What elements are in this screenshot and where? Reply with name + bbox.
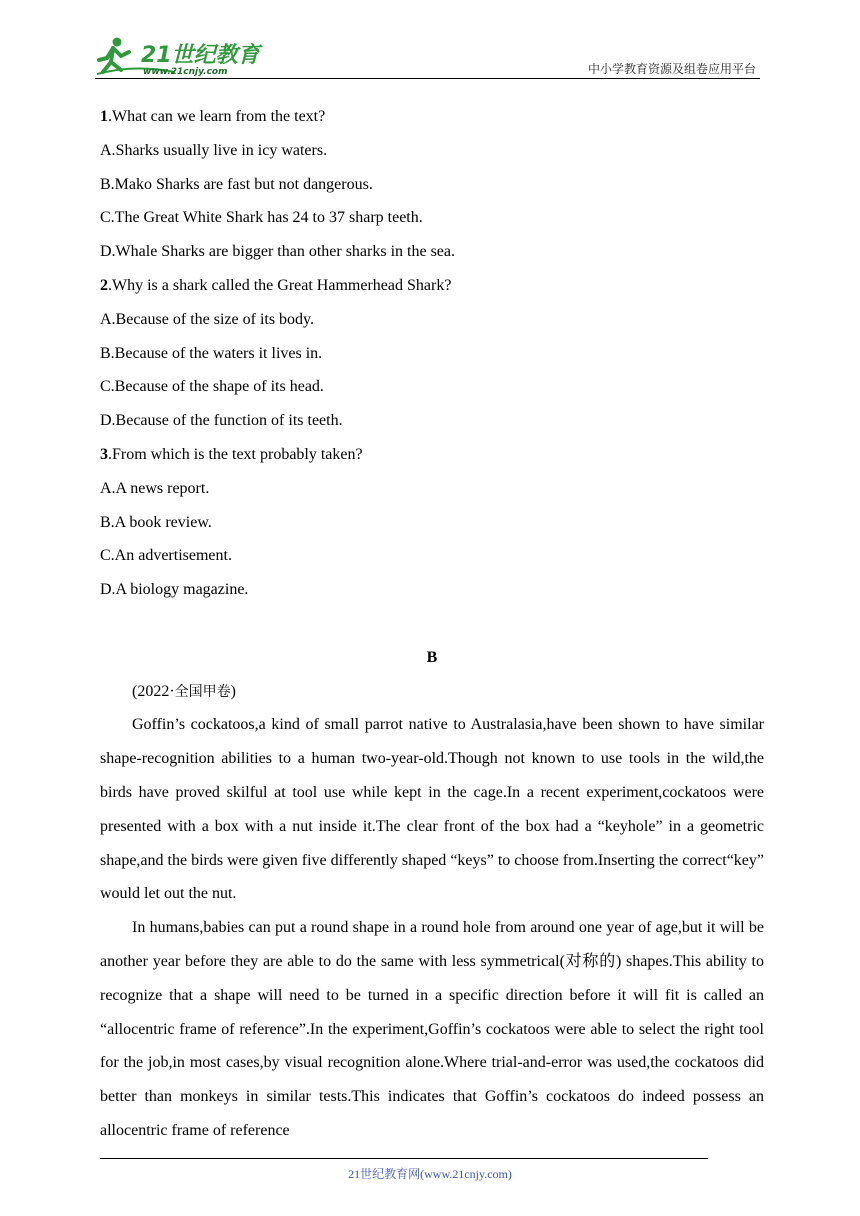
question-text: .Why is a shark called the Great Hammerhead Shark? bbox=[108, 276, 452, 294]
footer-link[interactable]: 21世纪教育网(www.21cnjy.com) bbox=[348, 1167, 512, 1181]
passage-paragraph-2: In humans,babies can put a round shape in a round hole from around one year of age,but it will be another year before they are able to do the same with less symmetrical(对称的) shapes.This ability to recognize that a shape will need to be turned in a specific direction before it will fit is called an “allocentric frame of reference”.In the experiment,Goffin’s cockatoos were able to select the right tool for the job,in most cases,by visual recognition alone.Where trial-and-error was used,the cockatoos did better than monkeys in similar tests.This indicates that Goffin’s cockatoos do indeed possess an allocentric frame of reference bbox=[100, 919, 764, 1139]
option-d: D.Because of the function of its teeth. bbox=[100, 412, 343, 430]
section-heading: B bbox=[426, 648, 438, 666]
option-a: A.A news report. bbox=[100, 479, 210, 497]
page-header bbox=[95, 34, 760, 82]
platform-name: 中小学教育资源及组卷应用平台 bbox=[587, 62, 756, 76]
question-number: 1 bbox=[100, 108, 108, 125]
option-b: B.Because of the waters it lives in. bbox=[100, 344, 323, 362]
passage-paragraph-1: Goffin’s cockatoos,a kind of small parrot native to Australasia,have been shown to have similar shape-recognition abilities to a human two-year-old.Though not known to use tools in the wild,the birds have proved skilful at tool use while kept in the cage.In a recent experiment,cockatoos were presented with a box with a nut inside it.The clear front of the box had a “keyhole” in a geometric shape,and the birds were given five differently shaped “keys” to choose from.Inserting the correct“key” would let out the nut. bbox=[100, 716, 764, 903]
option-c: C.An advertisement. bbox=[100, 547, 232, 565]
svg-text:www.21cnjy.com: www.21cnjy.com bbox=[143, 67, 228, 77]
question-number: 2 bbox=[100, 276, 108, 294]
svg-text:21世纪教育: 21世纪教育 bbox=[141, 43, 260, 68]
question-number: 3 bbox=[100, 445, 108, 463]
question-1 bbox=[100, 100, 764, 269]
option-c: C.The Great White Shark has 24 to 37 sharp teeth. bbox=[100, 209, 423, 227]
page-content bbox=[100, 100, 764, 1148]
footer-divider bbox=[100, 1158, 708, 1159]
site-logo bbox=[95, 34, 265, 78]
passage-source: (2022·全国甲卷) bbox=[132, 682, 236, 700]
runner-logo-icon bbox=[95, 34, 265, 78]
header-divider bbox=[95, 78, 760, 79]
question-stem bbox=[100, 269, 764, 303]
spacer bbox=[100, 607, 764, 641]
question-stem bbox=[100, 438, 764, 472]
question-3 bbox=[100, 438, 764, 607]
option-c: C.Because of the shape of its head. bbox=[100, 378, 324, 396]
option-d: D.Whale Sharks are bigger than other sharks in the sea. bbox=[100, 243, 455, 261]
question-text: .From which is the text probably taken? bbox=[108, 445, 363, 463]
question-text: .What can we learn from the text? bbox=[108, 108, 326, 125]
question-2 bbox=[100, 269, 764, 438]
option-b: B.Mako Sharks are fast but not dangerous. bbox=[100, 175, 373, 193]
question-stem bbox=[100, 100, 764, 134]
option-a: A.Sharks usually live in icy waters. bbox=[100, 141, 328, 159]
option-a: A.Because of the size of its body. bbox=[100, 310, 315, 328]
option-d: D.A biology magazine. bbox=[100, 581, 249, 599]
option-b: B.A book review. bbox=[100, 513, 212, 531]
